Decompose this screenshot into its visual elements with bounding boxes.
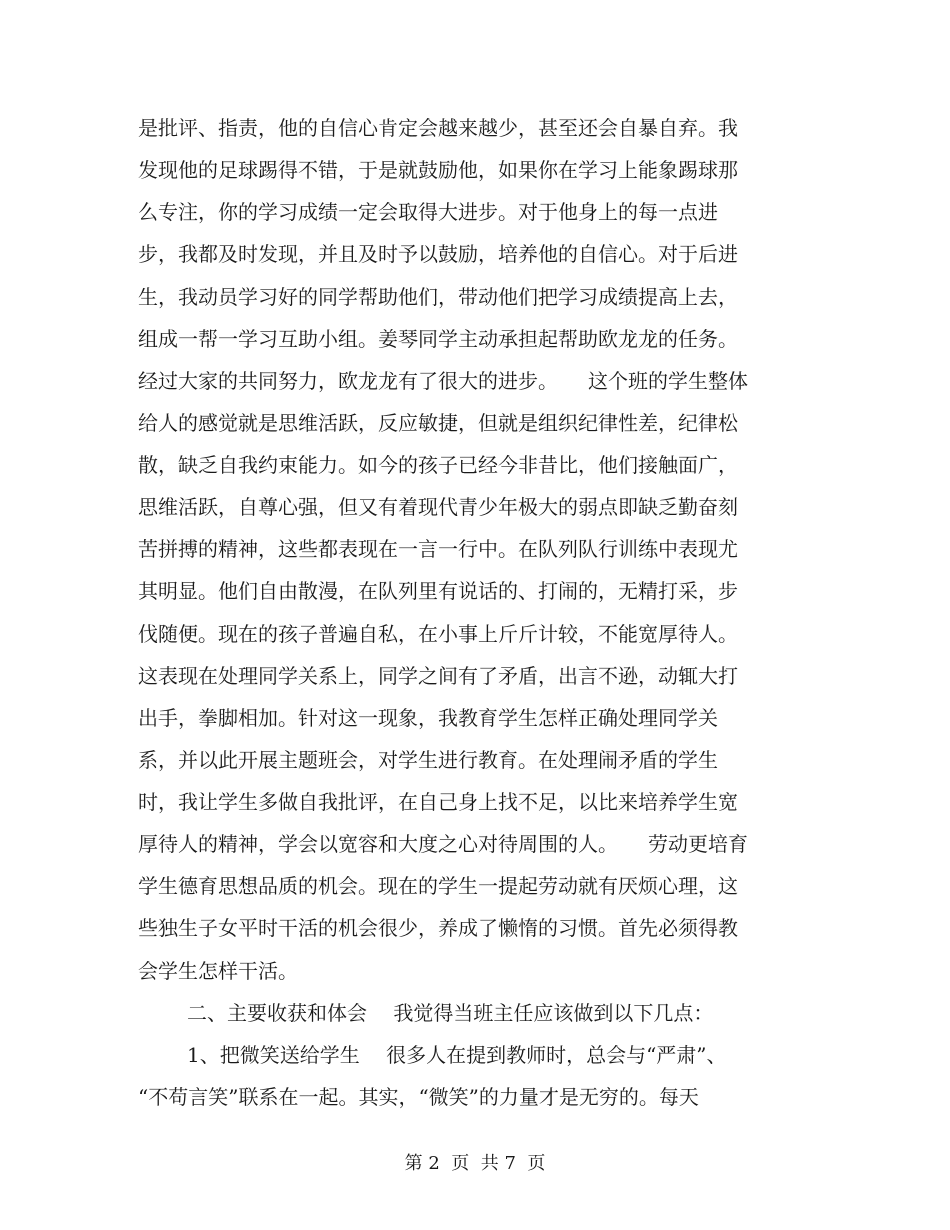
body-text-line: 步，我都及时发现，并且及时予以鼓励，培养他的自信心。对于后进 xyxy=(138,242,738,266)
body-text-line: 时，我让学生多做自我批评，在自己身上找不足，以比来培养学生宽 xyxy=(138,790,738,814)
body-text-line: “不苟言笑”联系在一起。其实，“微笑”的力量才是无穷的。每天 xyxy=(138,1085,699,1109)
body-text-line: 厚待人的精神，学会以宽容和大度之心对待周围的人。 劳动更培育 xyxy=(138,832,748,856)
section-heading-line: 二、主要收获和体会 我觉得当班主任应该做到以下几点： xyxy=(187,1001,714,1025)
body-text-line: 些独生子女平时干活的机会很少，养成了懒惰的习惯。首先必须得教 xyxy=(138,916,738,940)
page-footer: 第 2 页 共 7 页 xyxy=(404,1153,546,1174)
body-text-line: 给人的感觉就是思维活跃，反应敏捷，但就是组织纪律性差，纪律松 xyxy=(138,411,738,435)
body-text-line: 其明显。他们自由散漫，在队列里有说话的、打闹的，无精打采，步 xyxy=(138,579,738,603)
body-text-line: 组成一帮一学习互助小组。姜琴同学主动承担起帮助欧龙龙的任务。 xyxy=(138,327,738,351)
body-text-line: 思维活跃，自尊心强，但又有着现代青少年极大的弱点即缺乏勤奋刻 xyxy=(138,495,738,519)
body-text-line: 生，我动员学习好的同学帮助他们，带动他们把学习成绩提高上去， xyxy=(138,285,738,309)
body-text-line: 学生德育思想品质的机会。现在的学生一提起劳动就有厌烦心理，这 xyxy=(138,874,738,898)
body-text-line: 苦拼搏的精神，这些都表现在一言一行中。在队列队行训练中表现尤 xyxy=(138,537,738,561)
body-text-line: 发现他的足球踢得不错，于是就鼓励他，如果你在学习上能象踢球那 xyxy=(138,158,738,182)
body-text-line: 是批评、指责，他的自信心肯定会越来越少，甚至还会自暴自弃。我 xyxy=(138,116,738,140)
body-text-line: 会学生怎样干活。 xyxy=(138,959,298,983)
body-text-line: 系，并以此开展主题班会，对学生进行教育。在处理闹矛盾的学生 xyxy=(138,748,718,772)
subsection-heading-line: 1、把微笑送给学生 很多人在提到教师时，总会与“严肃”、 xyxy=(187,1043,727,1067)
body-text-line: 伐随便。现在的孩子普遍自私，在小事上斤斤计较，不能宽厚待人。 xyxy=(138,622,738,646)
body-text-line: 经过大家的共同努力，欧龙龙有了很大的进步。 这个班的学生整体 xyxy=(138,369,748,393)
body-text-line: 么专注，你的学习成绩一定会取得大进步。对于他身上的每一点进 xyxy=(138,200,718,224)
body-text-line: 散，缺乏自我约束能力。如今的孩子已经今非昔比，他们接触面广， xyxy=(138,453,738,477)
body-text-line: 这表现在处理同学关系上，同学之间有了矛盾，出言不逊，动辄大打 xyxy=(138,664,738,688)
body-text-line: 出手，拳脚相加。针对这一现象，我教育学生怎样正确处理同学关 xyxy=(138,706,718,730)
